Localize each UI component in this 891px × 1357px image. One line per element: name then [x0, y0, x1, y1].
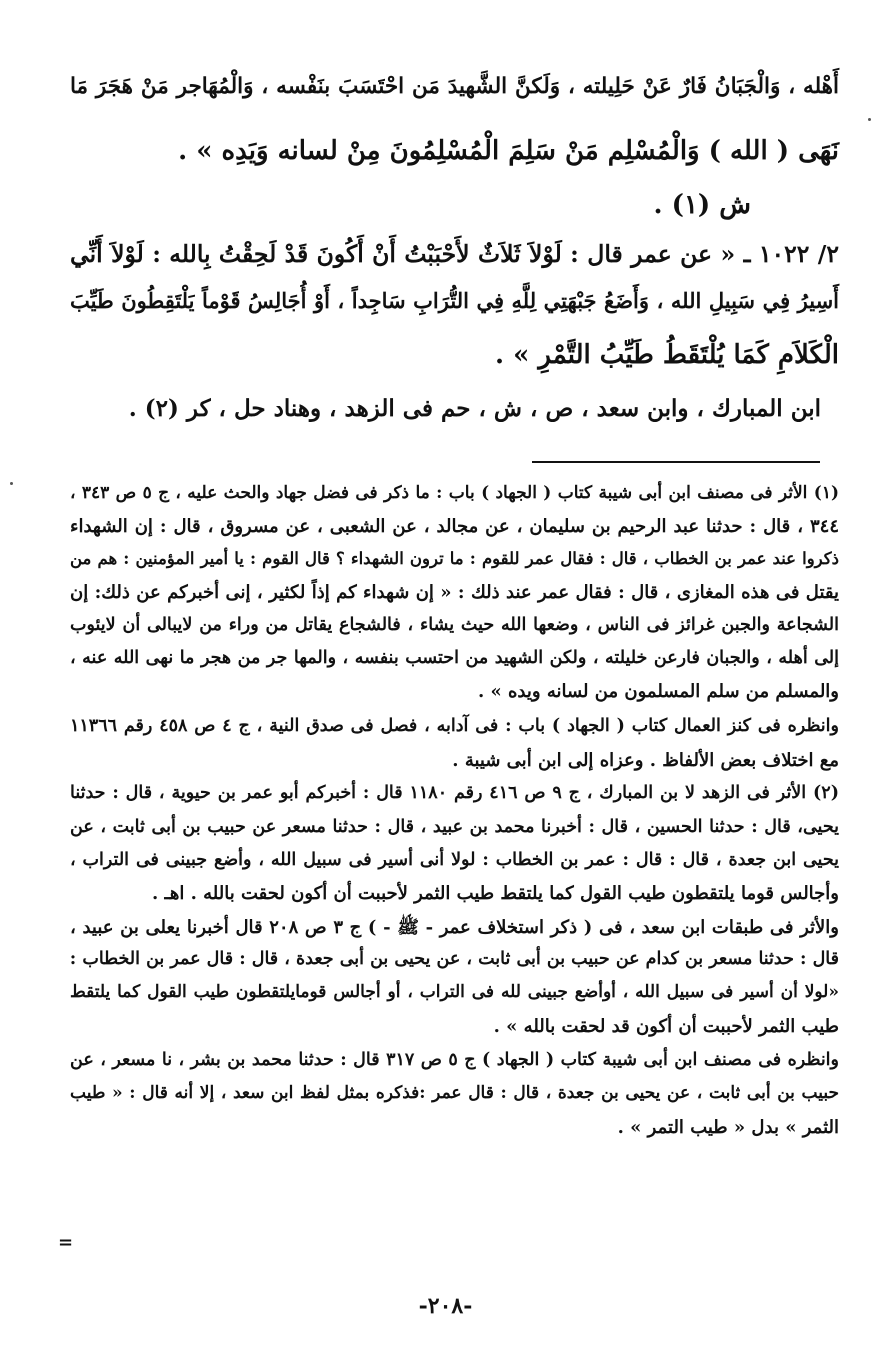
footnote-1-line-2: ٣٤٤ ، قال : حدثنا عبد الرحيم بن سليمان ، عن مجالد ، عن الشعبى ، عن مسروق ، قال : إن الشهداء: [70, 516, 839, 537]
footnote-1-line-3: ذكروا عند عمر بن الخطاب ، قال : فقال عمر للقوم : ما ترون الشهداء ؟ قال القوم : يا أمير المؤمنين : هم من: [70, 549, 839, 568]
footnote-2-line-2: يحيى، قال : حدثنا الحسين ، قال : أخبرنا محمد بن عبيد ، قال : حدثنا مسعر عن حبيب بن أبى ثابت ، عن: [70, 817, 839, 837]
footnote-1-line-6: إلى أهله ، والجبان فارعن خليلته ، ولكن الشهيد من احتسب بنفسه ، والمها جر من هجر ما نهى الله عنه ،: [70, 648, 839, 668]
footnote-1-ref-line-1: وانظره فى كنز العمال كتاب ( الجهاد ) باب : فى آدابه ، فصل فى صدق النية ، ج ٤ ص ٤٥٨ رقم ١١٣٦٦: [70, 716, 839, 736]
footnote-2-line-6: قال : حدثنا مسعر بن كدام عن حبيب بن أبى ثابت ، عن يحيى بن أبى جعدة ، قال : قال عمر بن الخطاب :: [69, 949, 839, 969]
hadith-1022-line-2: أَسِيرُ فِي سَبِيلِ الله ، وَأَضَعُ جَبْهَتِي لِلَّهِ فِي التُّرَابِ سَاجِداً ، أَوْ أُجَالِسُ قَوْماً يَلْتَقِطُونَ طَيِّبَ: [70, 288, 839, 313]
footnote-2-line-4: وأجالس قوما يلتقطون طيب القول كما يلتقط طيب الثمر لأحببت أن أكون لحقت بالله . اهـ .: [152, 883, 839, 904]
main-text-line-3: ش (١) .: [653, 190, 751, 220]
footnote-2-ref-line-3: الثمر » بدل « طيب التمر » .: [617, 1117, 839, 1138]
footnote-1-line-7: والمسلم من سلم المسلمون من لسانه ويده » .: [477, 681, 839, 702]
footnote-1-line-5: الشجاعة والجبن غرائز فى الناس ، وضعها الله حيث يشاء ، فالشجاع يقاتل من وراء من لايبالى أن لايئوب: [70, 615, 839, 635]
footnote-2-ref-line-2: حبيب بن أبى ثابت ، عن يحيى بن جعدة ، قال : قال عمر :فذكره بمثل لفظ ابن سعد ، إلا أنه قال : « طيب: [70, 1083, 839, 1103]
continuation-mark: =: [58, 1232, 74, 1253]
footnote-separator: [532, 461, 820, 463]
scan-speck: [10, 482, 13, 485]
footnote-1-line-1: (١) الأثر فى مصنف ابن أبى شيبة كتاب ( الجهاد ) باب : ما ذكر فى فضل جهاد والحث عليه ، ج ٥ ص ٣٤٣ ،: [70, 483, 839, 503]
main-text-line-1: أَهْله ، وَالْجَبَانُ فَارٌ عَنْ حَلِيلته ، وَلَكنَّ الشَّهيدَ مَن احْتَسَبَ بنَفْسه ، وَالْمُهَاجر مَنْ هَجَرَ مَا: [70, 74, 839, 99]
page-number: -٢٠٨-: [418, 1293, 473, 1319]
scan-speck: [868, 118, 871, 121]
footnote-2-ref-line-1: وانظره فى مصنف ابن أبى شيبة كتاب ( الجهاد ) ج ٥ ص ٣١٧ قال : حدثنا محمد بن بشر ، نا مسعر ، عن: [70, 1050, 839, 1070]
hadith-1022-line-3: الْكَلاَمِ كَمَا يُلْتَقَطُ طَيِّبُ التَّمْرِ » .: [494, 340, 839, 370]
footnote-2-line-5: والأثر فى طبقات ابن سعد ، فى ( ذكر استخلاف عمر - ﷺ - ) ج ٣ ص ٢٠٨ قال أخبرنا يعلى بن عبيد ،: [70, 917, 839, 938]
hadith-1022-line-1: ٢/ ١٠٢٢ ـ « عن عمر قال : لَوْلاَ ثَلاَثٌ لأَحْبَبْتُ أَنْ أَكُونَ قَدْ لَحِقْتُ بِالله : لَوْلاَ أَنِّي: [70, 240, 839, 268]
footnote-2-line-7: «لولا أن أسير فى سبيل الله ، أوأضع جبينى لله فى التراب ، أو أجالس قومايلتقطون طيب القول كما يلتقط: [70, 982, 839, 1002]
main-text-line-2: نَهَى ( الله ) وَالْمُسْلِم مَنْ سَلِمَ الْمُسْلِمُونَ مِنْ لسانه وَيَدِه » .: [178, 136, 839, 166]
footnote-2-line-3: يحيى ابن جعدة ، قال : قال : عمر بن الخطاب : لولا أنى أسير فى سبيل الله ، وأضع جبينى فى التراب ،: [70, 850, 839, 870]
footnote-1-ref-line-2: مع اختلاف بعض الألفاظ . وعزاه إلى ابن أبى شيبة .: [452, 750, 839, 771]
footnote-2-line-1: (٢) الأثر فى الزهد لا بن المبارك ، ج ٩ ص ٤١٦ رقم ١١٨٠ قال : أخبركم أبو عمر بن حيوية ، قال : حدثنا: [70, 783, 839, 803]
footnote-2-line-8: طيب الثمر لأحببت أن أكون قد لحقت بالله » .: [493, 1016, 839, 1037]
footnote-1-line-4: يقتل فى هذه المغازى ، قال : فقال عمر عند ذلك : « إن شهداء كم إذاً لكثير ، إنى أخبركم عن ذلك: إن: [70, 582, 839, 603]
hadith-sources-line: ابن المبارك ، وابن سعد ، ص ، ش ، حم فى الزهد ، وهناد حل ، كر (٢) .: [128, 395, 821, 422]
